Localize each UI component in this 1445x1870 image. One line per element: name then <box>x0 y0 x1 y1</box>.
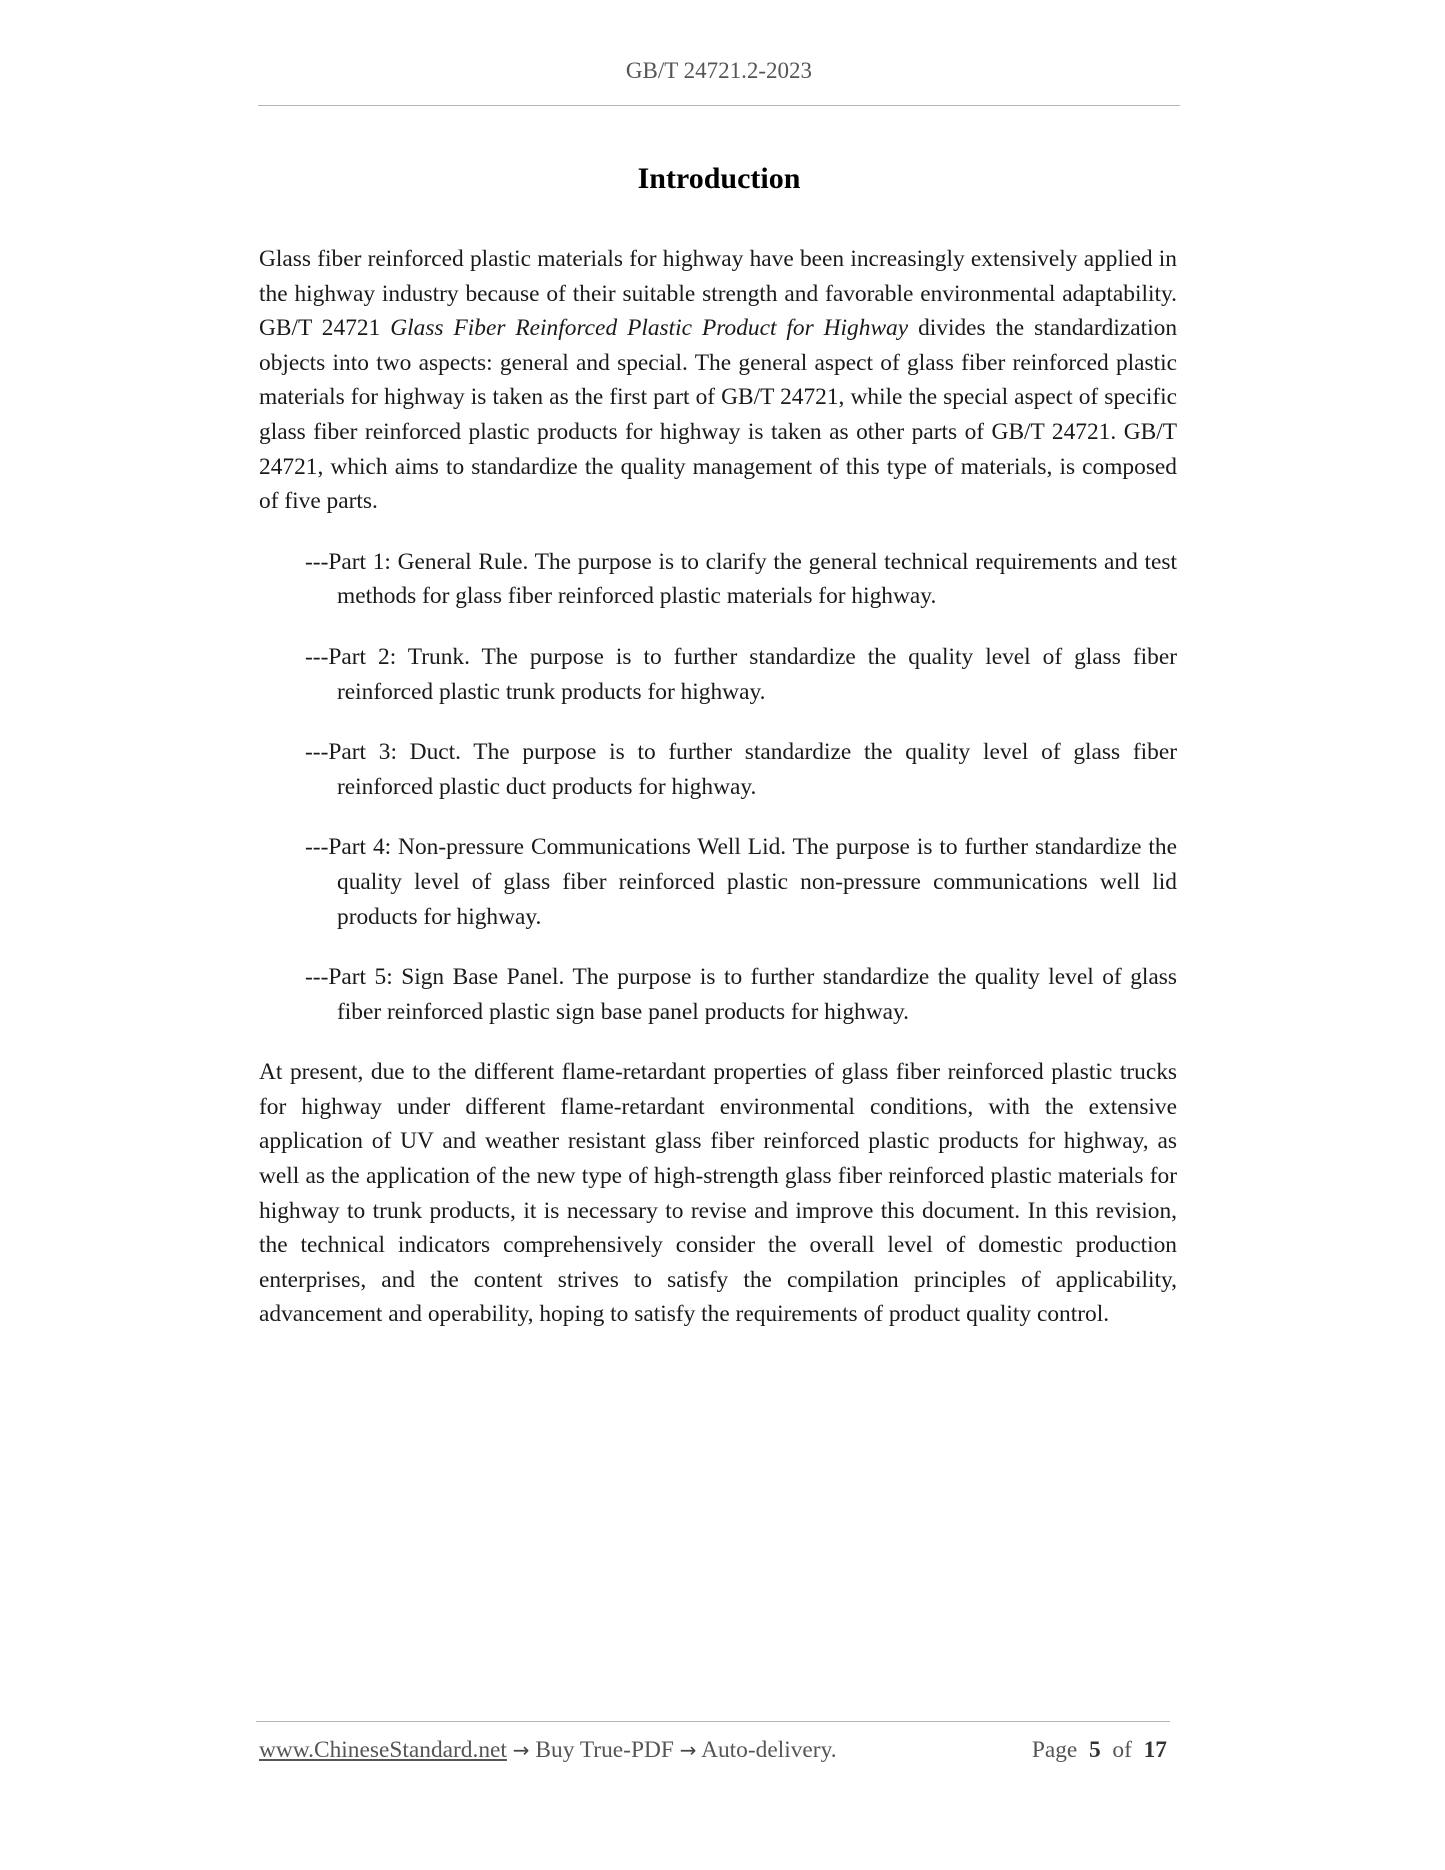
page-indicator <box>1032 1737 1167 1764</box>
standard-code: GB/T 24721.2-2023 <box>625 58 813 83</box>
part-item-3: ---Part 3: Duct. The purpose is to further standardize the quality level of glass fiber reinforced plastic duct products for highway. <box>305 739 1177 800</box>
parts-list <box>259 545 1177 1030</box>
section-title: Introduction <box>637 162 801 195</box>
page-of-label: of <box>1112 1737 1132 1763</box>
arrow-right-icon: → <box>679 1738 697 1762</box>
buy-pdf-text: Buy True-PDF <box>535 1737 674 1763</box>
document-body <box>259 242 1177 1332</box>
part-item-5: ---Part 5: Sign Base Panel. The purpose is to further standardize the quality level of glass fiber reinforced plastic sign base panel products for highway. <box>305 964 1177 1025</box>
part-item-1: ---Part 1: General Rule. The purpose is to clarify the general technical requirements and test methods for glass fiber reinforced plastic materials for highway. <box>305 548 1177 610</box>
part-item-4: ---Part 4: Non-pressure Communications Well Lid. The purpose is to further standardize the quality level of glass fiber reinforced plastic non-pressure communications well lid products for highway. <box>305 834 1177 930</box>
footer-promo <box>259 1737 837 1764</box>
running-header <box>258 58 1180 84</box>
intro-paragraph <box>259 242 1177 519</box>
footer-divider <box>256 1721 1170 1722</box>
header-divider <box>258 105 1180 106</box>
intro-text-before: Glass fiber reinforced plastic materials for highway have been increasingly extensively applied in the highway industry because of their suitable strength and favorable environmental adaptability. GB/T 24721 <box>259 246 1177 342</box>
arrow-right-icon: → <box>512 1738 530 1762</box>
closing-paragraph: At present, due to the different flame-retardant properties of glass fiber reinforced plastic trucks for highway under different flame-retardant environmental conditions, with the extensive application of UV and weather resistant glass fiber reinforced plastic products for highway, as well as the application of the new type of high-strength glass fiber reinforced plastic materials for highway to trunk products, it is necessary to revise and improve this document. In this revision, the technical indicators comprehensively consider the overall level of domestic production enterprises, and the content strives to satisfy the compilation principles of applicability, advancement and operability, hoping to satisfy the requirements of product quality control. <box>259 1059 1177 1328</box>
page-total: 17 <box>1143 1737 1167 1763</box>
intro-text-after: divides the standardization objects into two aspects: general and special. The general aspect of glass fiber reinforced plastic materials for highway is taken as the first part of GB/T 24721, while the special aspect of specific glass fiber reinforced plastic products for highway is taken as other parts of GB/T 24721. GB/T 24721, which aims to standardize the quality management of this type of materials, is composed of five parts. <box>259 315 1178 515</box>
auto-delivery-text: Auto-delivery. <box>701 1737 837 1763</box>
website-link[interactable]: www.ChineseStandard.net <box>259 1737 507 1763</box>
standard-title-italic: Glass Fiber Reinforced Plastic Product for Highway <box>390 315 909 342</box>
page-current: 5 <box>1089 1737 1101 1763</box>
page-label: Page <box>1031 1737 1078 1763</box>
part-item-2: ---Part 2: Trunk. The purpose is to further standardize the quality level of glass fiber reinforced plastic trunk products for highway. <box>305 643 1177 705</box>
